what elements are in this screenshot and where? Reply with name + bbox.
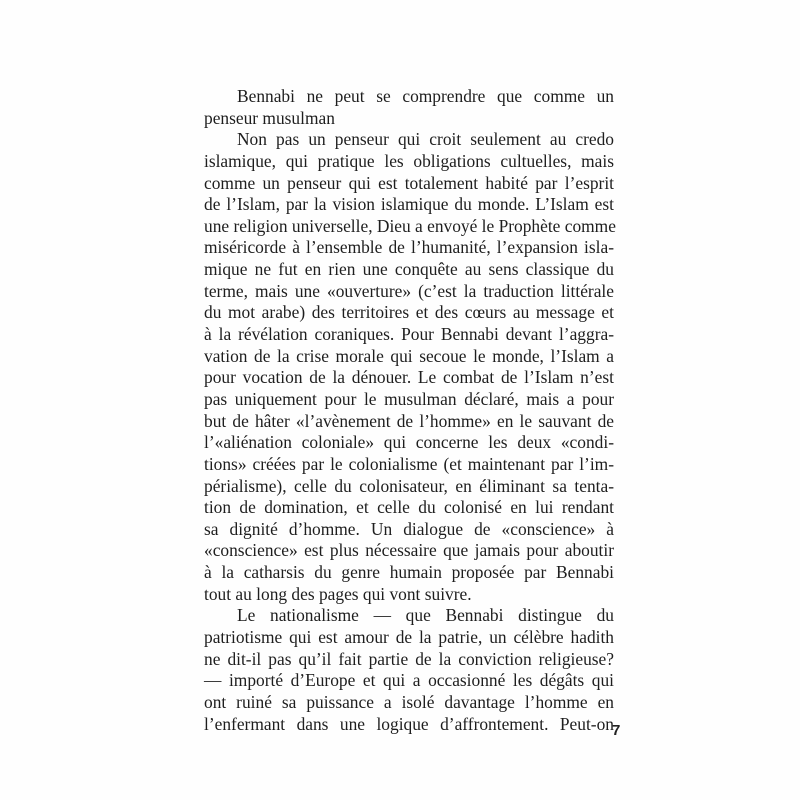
text-line: patriotisme qui est amour de la patrie, un célèbre hadith xyxy=(204,627,614,648)
text-line: but de hâter «l’avènement de l’homme» en le sauvant de xyxy=(204,410,614,431)
text-line: tout au long des pages qui vont suivre. xyxy=(204,583,472,604)
text-line: à la catharsis du genre humain proposée par Bennabi xyxy=(204,562,614,583)
text-line: périalisme), celle du colonisateur, en éliminant sa tenta- xyxy=(204,475,614,496)
text-line: à la révélation coraniques. Pour Bennabi devant l’aggra- xyxy=(204,324,614,345)
text-line: comme un penseur qui est totalement habité par l’esprit xyxy=(204,172,614,193)
text-line: tion de domination, et celle du colonisé en lui rendant xyxy=(204,497,614,518)
text-line: Bennabi ne peut se comprendre que comme un xyxy=(237,86,614,106)
text-line: du mot arabe) des territoires et des cœurs au message et xyxy=(204,302,614,323)
text-line: une religion universelle, Dieu a envoyé le Prophète comme xyxy=(204,215,616,236)
text-line: «conscience» est plus nécessaire que jamais pour aboutir xyxy=(204,540,614,561)
text-line: ont ruiné sa puissance a isolé davantage l’homme en xyxy=(204,691,614,712)
paragraph xyxy=(204,605,614,735)
text-line: miséricorde à l’ensemble de l’humanité, l’expansion isla- xyxy=(204,237,614,258)
text-line: penseur musulman xyxy=(204,107,335,128)
text-line: de l’Islam, par la vision islamique du monde. L’Islam est xyxy=(204,194,614,215)
text-line: vation de la crise morale qui secoue le monde, l’Islam a xyxy=(204,345,614,366)
paragraph xyxy=(204,129,614,605)
body-text xyxy=(204,86,614,735)
text-line: pas uniquement pour le musulman déclaré, mais a pour xyxy=(204,388,614,409)
paragraph xyxy=(204,86,614,129)
text-line: l’enfermant dans une logique d’affrontement. Peut-on xyxy=(204,713,614,734)
text-line: ne dit-il pas qu’il fait partie de la conviction religieuse? xyxy=(204,648,614,669)
page-number: 7 xyxy=(612,722,621,739)
text-line: terme, mais une «ouverture» (c’est la traduction littérale xyxy=(204,280,614,301)
text-line: sa dignité d’homme. Un dialogue de «conscience» à xyxy=(204,518,614,539)
text-line: tions» créées par le colonialisme (et maintenant par l’im- xyxy=(204,453,614,474)
text-line: mique ne fut en rien une conquête au sens classique du xyxy=(204,259,614,280)
text-line: pour vocation de la dénouer. Le combat de l’Islam n’est xyxy=(204,367,614,388)
text-line: Le nationalisme — que Bennabi distingue du xyxy=(237,605,614,626)
text-line: islamique, qui pratique les obligations cultuelles, mais xyxy=(204,150,614,171)
text-line: l’«aliénation coloniale» qui concerne les deux «condi- xyxy=(204,432,614,453)
text-line: — importé d’Europe et qui a occasionné les dégâts qui xyxy=(204,670,614,691)
text-line: Non pas un penseur qui croit seulement au credo xyxy=(237,129,614,150)
